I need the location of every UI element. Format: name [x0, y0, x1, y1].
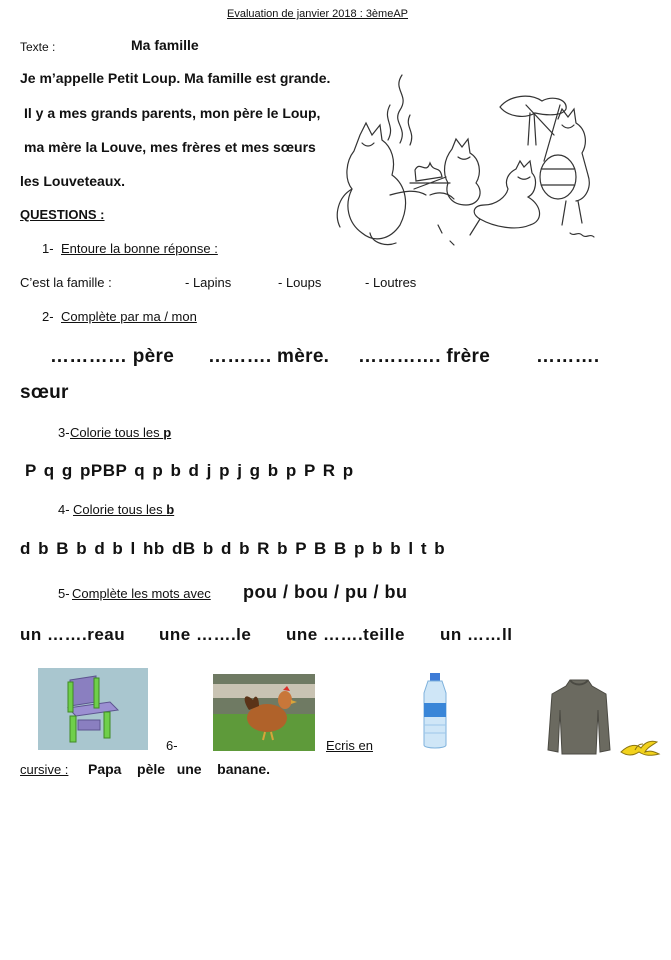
q2-item-mere[interactable]: ………. mère. [208, 346, 330, 367]
q2-item-frere[interactable]: …………. frère [358, 346, 491, 367]
q4-target-letter: b [166, 502, 175, 517]
text-line-4: les Louveteaux. [20, 173, 126, 189]
q6-sentence: Papa pèle une banane. [88, 761, 271, 777]
q5-word-1[interactable]: un …….reau [20, 625, 126, 644]
q5-word-2[interactable]: une …….le [159, 625, 252, 644]
q1-option-loutres[interactable]: - Loutres [365, 275, 417, 290]
q5-word-3[interactable]: une …….teille [286, 625, 405, 644]
q3-letters[interactable]: P q g pPBP q p b d j p j g b p P R p [25, 461, 354, 480]
text-line-2: Il y a mes grands parents, mon père le Loup, [24, 105, 321, 121]
desk-icon [38, 668, 148, 750]
wolf-family-drawing [330, 65, 605, 260]
sweater-icon [546, 676, 612, 758]
questions-heading: QUESTIONS : [20, 207, 105, 222]
q2-instruction: Complète par ma / mon [61, 309, 197, 324]
text-title: Ma famille [131, 37, 199, 53]
q4-number: 4- [58, 502, 70, 517]
q2-item-pere[interactable]: ………… père [50, 346, 175, 367]
q3-target-letter: p [163, 425, 172, 440]
q2-item-blank[interactable]: ………. [536, 346, 600, 367]
q2-number: 2- [42, 309, 54, 324]
q6-number: 6- [166, 738, 178, 753]
hen-icon [213, 674, 315, 751]
desk-image [38, 668, 148, 750]
bottle-icon [416, 671, 454, 751]
page-header: Evaluation de janvier 2018 : 3èmeAP [227, 8, 409, 20]
sweater-image [546, 676, 612, 758]
q5-word-4[interactable]: un ……ll [440, 625, 513, 644]
q6-instruction-b: cursive : [20, 762, 69, 777]
q1-number: 1- [42, 241, 54, 256]
q6-instruction-a: Ecris en [326, 738, 373, 753]
hen-image [213, 674, 315, 751]
q3-number: 3- [58, 425, 70, 440]
banana-peel-image [617, 736, 661, 758]
q4-instruction: Colorie tous les [73, 502, 167, 517]
q1-option-loups[interactable]: - Loups [278, 275, 322, 290]
q2-item-soeur: sœur [20, 382, 69, 403]
q5-number: 5- [58, 586, 70, 601]
q5-syllables: pou / bou / pu / bu [243, 582, 408, 602]
q3-instruction: Colorie tous les [70, 425, 164, 440]
text-label: Texte : [20, 40, 56, 54]
q4-instruction-row [73, 502, 174, 517]
water-bottle-image [416, 671, 454, 751]
q1-instruction: Entoure la bonne réponse : [61, 241, 218, 256]
text-line-3: ma mère la Louve, mes frères et mes sœurs [24, 139, 316, 155]
q1-option-lapins[interactable]: - Lapins [185, 275, 232, 290]
q3-instruction-row [70, 425, 171, 440]
q4-letters[interactable]: d b B b d b l hb dB b d b R b P B B p b b l t b [20, 539, 446, 558]
text-line-1: Je m’appelle Petit Loup. Ma famille est grande. [20, 70, 331, 86]
q1-prompt: C’est la famille : [20, 275, 112, 290]
q5-instruction: Complète les mots avec [72, 586, 211, 601]
